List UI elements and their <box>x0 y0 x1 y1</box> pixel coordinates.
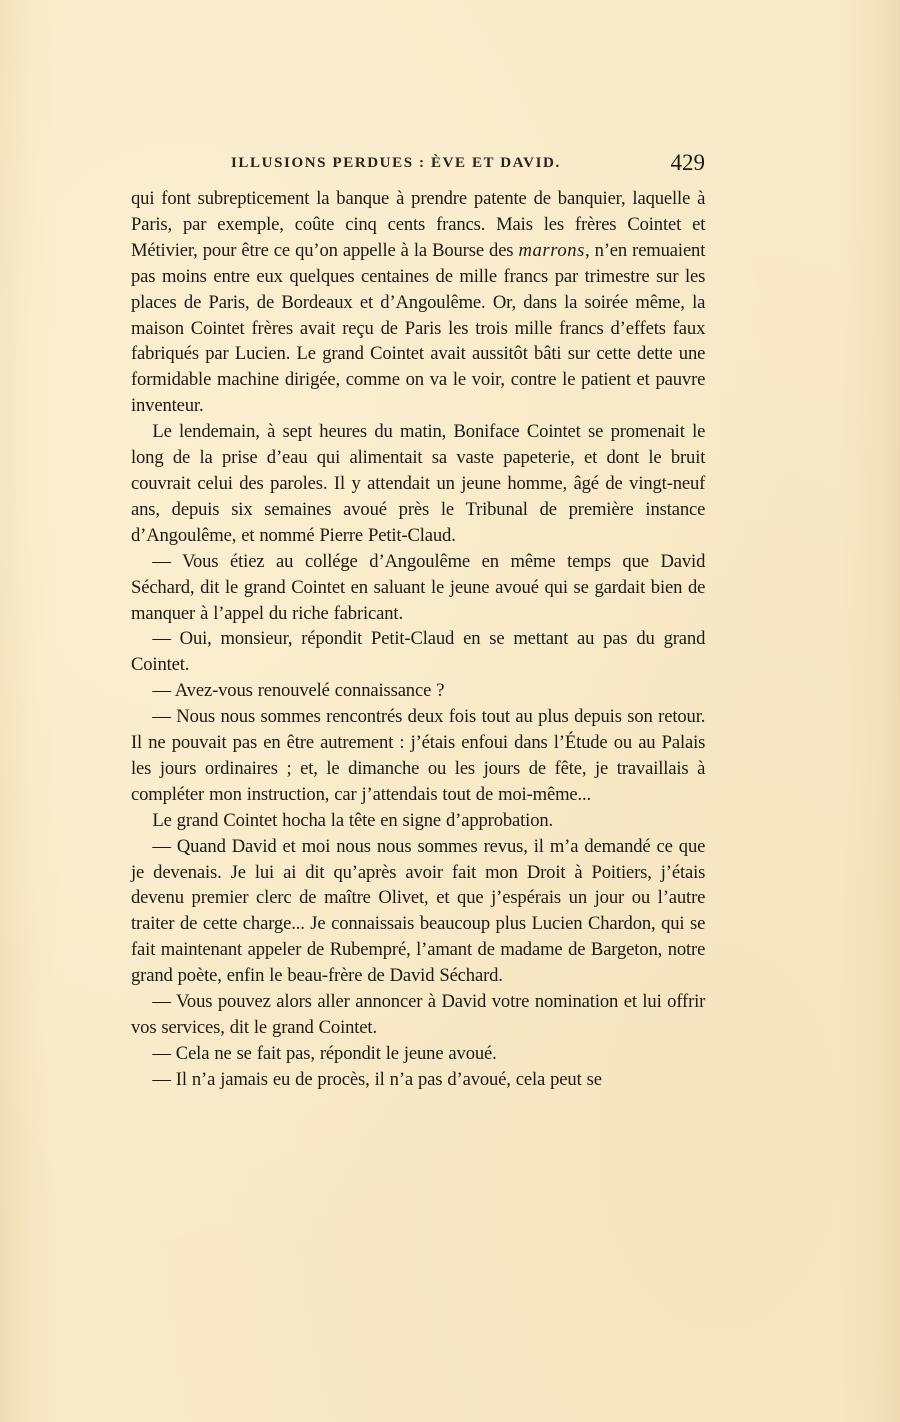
book-page <box>131 150 705 1093</box>
paragraph-5: — Avez-vous renouvelé connaissance ? <box>152 680 445 702</box>
paragraph-11: — Il n’a jamais eu de procès, il n’a pas d’avoué, cela peut se <box>152 1068 602 1090</box>
running-head <box>131 150 705 186</box>
paragraph-9: — Vous pouvez alors aller annoncer à David votre nomination et lui offrir vos services, dit le grand Cointet. <box>131 991 706 1038</box>
paragraph-4: — Oui, monsieur, répondit Petit-Claud en se mettant au pas du grand Cointet. <box>131 628 706 676</box>
paragraph-text: qui font subrepticement la banque à prendre patente de banquier, laquelle à Paris, par exemple, coûte cinq cents francs. Mais les frères Cointet et Métivier, pour être ce qu’on appelle à la Bourse des <box>131 188 706 261</box>
paragraph-2: Le lendemain, à sept heures du matin, Boniface Cointet se promenait le long de la prise d’eau qui alimentait sa vaste papeterie, et dont le bruit couvrait celui des paroles. Il y attendait un jeune homme, âgé de vingt-neuf ans, depuis six semaines avoué près le Tribunal de première instance d’Angoulême, et nommé Pierre Petit-Claud. <box>131 421 706 546</box>
paragraph-text: , n’en remuaient pas moins entre eux quelques centaines de mille francs par trimestre sur les places de Paris, de Bordeaux et d’Angoulême. Or, dans la soirée même, la maison Cointet frères avait reçu de Paris les trois mille francs d’effets faux fabriqués par Lucien. Le grand Cointet avait aussitôt bâti sur cette dette une formidable machine dirigée, comme on va le voir, contre le patient et pauvre inventeur. <box>131 239 706 417</box>
paragraph-10: — Cela ne se fait pas, répondit le jeune avoué. <box>152 1042 497 1064</box>
paragraph-1 <box>131 186 705 419</box>
body-text <box>131 186 705 1093</box>
paragraph-3: — Vous étiez au collége d’Angoulême en même temps que David Séchard, dit le grand Cointet en saluant le jeune avoué qui se gardait bien de manquer à l’appel du riche fabricant. <box>131 550 706 624</box>
page-number: 429 <box>670 150 705 175</box>
paragraph-8: — Quand David et moi nous nous sommes revus, il m’a demandé ce que je devenais. Je lui ai dit qu’après avoir fait mon Droit à Poitiers, j’étais devenu premier clerc de maître Olivet, et que j’espérais un jour ou l’autre traiter de cette charge... Je connaissais beaucoup plus Lucien Chardon, qui se fait maintenant appeler de Rubempré, l’amant de madame de Bargeton, notre grand poète, enfin le beau-frère de David Séchard. <box>131 835 706 987</box>
emphasized-word: marrons <box>518 239 585 261</box>
paragraph-6: — Nous nous sommes rencontrés deux fois tout au plus depuis son retour. Il ne pouvait pas en être autrement : j’étais enfoui dans l’Étude ou au Palais les jours ordinaires ; et, le dimanche ou les jours de fête, je travaillais à compléter mon instruction, car j’attendais tout de moi-même... <box>131 706 706 805</box>
paragraph-7: Le grand Cointet hocha la tête en signe d’approbation. <box>152 809 554 831</box>
running-title: ILLUSIONS PERDUES : ÈVE ET DAVID. <box>231 155 561 171</box>
